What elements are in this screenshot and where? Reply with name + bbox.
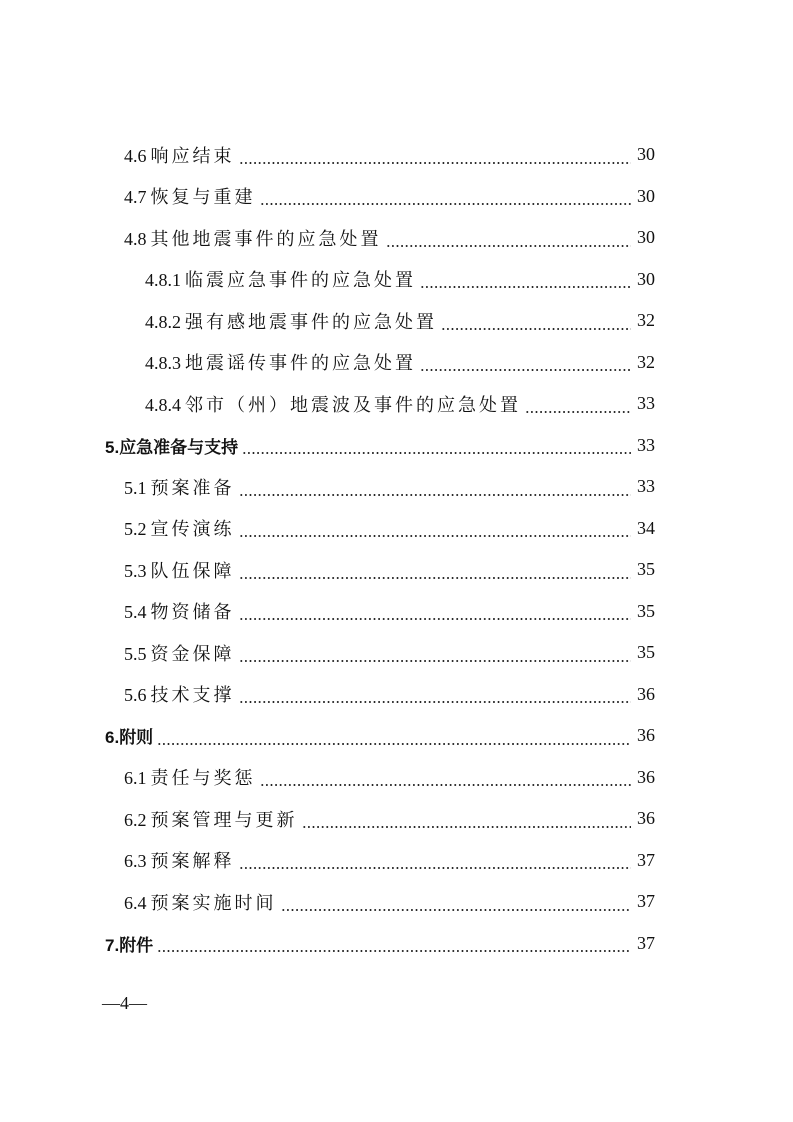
toc-entry-number: 6.4 bbox=[124, 892, 147, 913]
dot-leader bbox=[239, 561, 632, 579]
toc-entry[interactable] bbox=[0, 300, 655, 342]
toc-entry-number: 5. bbox=[105, 437, 120, 457]
toc-entry[interactable] bbox=[0, 217, 655, 259]
toc-entry-number: 7. bbox=[105, 935, 120, 955]
dot-leader bbox=[441, 312, 631, 330]
dot-leader bbox=[239, 478, 632, 496]
toc-entry-label bbox=[124, 598, 237, 624]
dot-leader bbox=[242, 436, 631, 454]
toc-entry-number: 4.6 bbox=[124, 145, 147, 166]
toc-entry-title: 责任与奖惩 bbox=[150, 768, 256, 790]
toc-entry-label bbox=[105, 723, 155, 748]
toc-entry-label bbox=[124, 681, 237, 707]
toc-entry-label bbox=[124, 474, 237, 500]
toc-entry-label bbox=[124, 557, 237, 583]
toc-entry-number: 4.7 bbox=[124, 187, 147, 208]
toc-entry-title: 其他地震事件的应急处置 bbox=[150, 228, 382, 250]
toc-entry[interactable] bbox=[0, 591, 655, 633]
toc-entry-title: 强有感地震事件的应急处置 bbox=[185, 311, 437, 333]
toc-entry-title: 技术支撑 bbox=[150, 685, 235, 707]
toc-entry-title: 地震谣传事件的应急处置 bbox=[185, 353, 416, 375]
page-number: —4— bbox=[102, 993, 147, 1013]
toc-entry-page: 35 bbox=[637, 642, 655, 663]
dot-leader bbox=[260, 768, 632, 786]
toc-entry[interactable] bbox=[0, 840, 655, 882]
toc-entry-label bbox=[124, 764, 258, 790]
toc-entry-page: 35 bbox=[637, 600, 655, 621]
toc-entry-title: 邻市（州）地震波及事件的应急处置 bbox=[185, 394, 521, 416]
toc-entry-label bbox=[124, 142, 237, 168]
toc-entry-title: 应急准备与支持 bbox=[119, 437, 239, 458]
toc-entry-label bbox=[145, 349, 418, 375]
toc-entry-number: 5.5 bbox=[124, 643, 147, 664]
dot-leader bbox=[239, 851, 632, 869]
toc-entry-number: 6.3 bbox=[124, 851, 147, 872]
toc-entry-label bbox=[105, 433, 240, 458]
toc-entry-page: 30 bbox=[637, 185, 655, 206]
toc-entry-page: 36 bbox=[637, 683, 655, 704]
dot-leader bbox=[302, 810, 632, 828]
dot-leader bbox=[260, 187, 632, 205]
toc-entry-page: 33 bbox=[637, 393, 655, 414]
toc-entry-number: 4.8 bbox=[124, 228, 147, 249]
toc-entry[interactable] bbox=[0, 757, 655, 799]
toc-entry-number: 5.6 bbox=[124, 685, 147, 706]
toc-entry-title: 预案解释 bbox=[150, 851, 235, 873]
toc-entry-label bbox=[124, 889, 279, 915]
toc-chapter[interactable] bbox=[0, 425, 655, 467]
toc-entry-title: 预案准备 bbox=[150, 477, 235, 499]
toc-entry-title: 预案管理与更新 bbox=[150, 809, 298, 831]
toc-entry-label bbox=[124, 183, 258, 209]
toc-entry-title: 恢复与重建 bbox=[150, 187, 256, 209]
toc-entry-number: 6.2 bbox=[124, 809, 147, 830]
toc-entry-number: 5.4 bbox=[124, 602, 147, 623]
toc-entry[interactable] bbox=[0, 383, 655, 425]
dot-leader bbox=[239, 146, 632, 164]
dot-leader bbox=[239, 519, 632, 537]
dot-leader bbox=[157, 727, 631, 745]
toc-entry-page: 36 bbox=[637, 766, 655, 787]
toc-entry-number: 6.1 bbox=[124, 768, 147, 789]
toc-entry-page: 30 bbox=[637, 144, 655, 165]
toc-entry-number: 6. bbox=[105, 728, 120, 748]
toc-entry-title: 队伍保障 bbox=[150, 560, 235, 582]
toc-entry[interactable] bbox=[0, 134, 655, 176]
toc-entry-page: 33 bbox=[637, 476, 655, 497]
toc-entry[interactable] bbox=[0, 342, 655, 384]
dot-leader bbox=[386, 229, 632, 247]
toc-entry[interactable] bbox=[0, 881, 655, 923]
toc-entry-label bbox=[124, 225, 384, 251]
toc-entry-label bbox=[145, 308, 439, 334]
dot-leader bbox=[157, 934, 631, 952]
dot-leader bbox=[281, 893, 632, 911]
toc-entry-title: 资金保障 bbox=[150, 643, 235, 665]
toc-entry-page: 32 bbox=[637, 310, 655, 331]
toc-entry-page: 32 bbox=[637, 351, 655, 372]
toc-entry-number: 5.2 bbox=[124, 519, 147, 540]
toc-entry-page: 37 bbox=[637, 932, 655, 953]
toc-entry-label bbox=[105, 931, 155, 956]
toc-entry-label bbox=[145, 391, 523, 417]
dot-leader bbox=[239, 644, 632, 662]
toc-entry[interactable] bbox=[0, 176, 655, 218]
toc-entry[interactable] bbox=[0, 508, 655, 550]
toc-entry-page: 35 bbox=[637, 559, 655, 580]
toc-entry-page: 36 bbox=[637, 725, 655, 746]
toc-entry-number: 4.8.2 bbox=[145, 311, 181, 332]
toc-entry-page: 37 bbox=[637, 849, 655, 870]
toc-entry-number: 5.1 bbox=[124, 477, 147, 498]
toc-entry-number: 4.8.4 bbox=[145, 394, 181, 415]
toc-entry-page: 34 bbox=[637, 517, 655, 538]
table-of-contents bbox=[0, 134, 793, 964]
toc-entry[interactable] bbox=[0, 674, 655, 716]
toc-entry-title: 临震应急事件的应急处置 bbox=[185, 270, 416, 292]
toc-entry[interactable] bbox=[0, 632, 655, 674]
toc-entry-title: 预案实施时间 bbox=[150, 892, 277, 914]
toc-entry-label bbox=[124, 515, 237, 541]
toc-entry[interactable] bbox=[0, 798, 655, 840]
toc-entry-label bbox=[124, 847, 237, 873]
toc-entry-number: 4.8.3 bbox=[145, 353, 181, 374]
toc-entry-page: 36 bbox=[637, 808, 655, 829]
toc-entry-page: 33 bbox=[637, 434, 655, 455]
dot-leader bbox=[239, 602, 632, 620]
toc-entry-number: 5.3 bbox=[124, 560, 147, 581]
toc-entry-title: 物资储备 bbox=[150, 602, 235, 624]
toc-entry[interactable] bbox=[0, 549, 655, 591]
toc-entry[interactable] bbox=[0, 259, 655, 301]
toc-entry-title: 附件 bbox=[119, 935, 154, 956]
toc-entry-title: 宣传演练 bbox=[150, 519, 235, 541]
dot-leader bbox=[420, 270, 631, 288]
toc-entry-page: 37 bbox=[637, 891, 655, 912]
dot-leader bbox=[420, 353, 631, 371]
dot-leader bbox=[525, 395, 631, 413]
toc-entry-title: 响应结束 bbox=[150, 145, 235, 167]
toc-entry-label bbox=[124, 640, 237, 666]
dot-leader bbox=[239, 685, 632, 703]
toc-entry-page: 30 bbox=[637, 268, 655, 289]
toc-entry-number: 4.8.1 bbox=[145, 270, 181, 291]
toc-entry-title: 附则 bbox=[119, 728, 154, 749]
toc-entry-label bbox=[124, 806, 300, 832]
toc-entry-label bbox=[145, 266, 418, 292]
toc-entry[interactable] bbox=[0, 466, 655, 508]
toc-chapter[interactable] bbox=[0, 715, 655, 757]
toc-chapter[interactable] bbox=[0, 923, 655, 965]
toc-entry-page: 30 bbox=[637, 227, 655, 248]
